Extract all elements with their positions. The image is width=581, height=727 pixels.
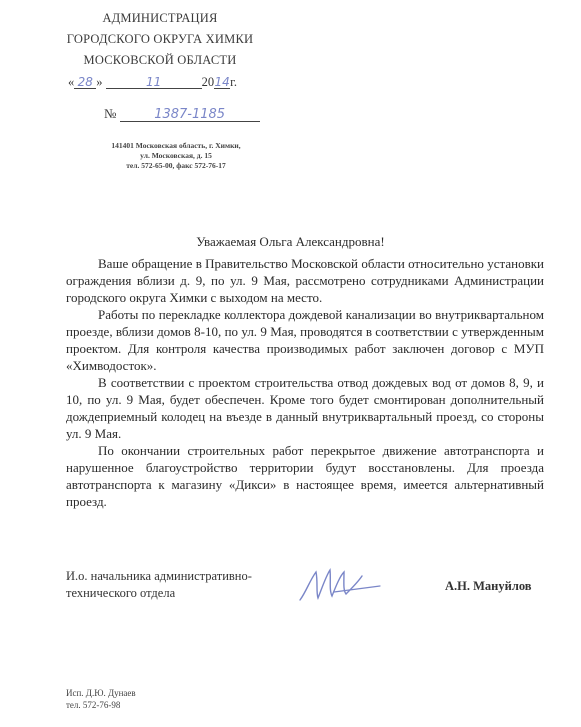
paragraph: Ваше обращение в Правительство Московской области относительно установки ограждения вблизи д. 9, по ул. 9 Мая, рассмотрено сотрудниками Администрации городского округа Химки с выходом на место. <box>66 256 544 305</box>
address-line-2: ул. Московская, д. 15 <box>140 151 212 160</box>
date-close-quote: » <box>96 75 103 89</box>
paragraph: В соответствии с проектом строительства отвод дождевых вод от домов 8, 9, и 10, по ул. 9 Мая, будет обеспечен. Кроме того будет смонтирован дополнительный дождеприемный колодец на въезде в данный внутриквартальный проезд, со стороны ул. 9 Мая. <box>66 375 544 441</box>
date-line <box>68 75 237 90</box>
letterhead-line-2: ГОРОДСКОГО ОКРУГА ХИМКИ <box>66 32 254 46</box>
executor-phone: тел. 572-76-98 <box>66 700 121 710</box>
letter-body <box>66 255 544 510</box>
date-month: 11 <box>106 76 202 89</box>
executor-name: Исп. Д.Ю. Дунаев <box>66 688 136 698</box>
address-line-3: тел. 572-65-00, факс 572-76-17 <box>126 161 226 170</box>
letterhead-line-1: АДМИНИСТРАЦИЯ <box>102 11 218 25</box>
sender-address <box>90 141 262 171</box>
signatory-name: А.Н. Мануйлов <box>445 579 532 593</box>
document-number-line <box>104 106 260 122</box>
paragraph: Работы по перекладке коллектора дождевой канализации во внутриквартальном проезде, вблизи домов 8-10, по ул. 9 Мая, проводятся в соответствии с утвержденным проектом. Для контроля качества производимых работ заключен договор с МУП «Химводосток». <box>66 307 544 373</box>
address-line-1: 141401 Московская область, г. Химки, <box>111 141 241 150</box>
signatory-title <box>66 568 252 602</box>
letterhead-line-3: МОСКОВСКОЙ ОБЛАСТИ <box>83 53 237 67</box>
executor-info <box>66 687 136 711</box>
date-day: 28 <box>74 76 96 89</box>
signatory-title-line-1: И.о. начальника административно- <box>66 569 252 583</box>
paragraph: По окончании строительных работ перекрытое движение автотранспорта и нарушенное благоустройство территории будут восстановлены. Для проезда автотранспорта к магазину «Дикси» в настоящее время, имеется альтернативный проезд. <box>66 443 544 509</box>
date-year-mark: г. <box>230 75 237 89</box>
handwritten-signature <box>296 562 386 606</box>
signatory-title-line-2: технического отдела <box>66 586 176 600</box>
date-open-quote: « <box>68 75 75 89</box>
date-year-prefix: 20 <box>201 75 215 89</box>
number-label: № <box>104 106 117 121</box>
document-number: 1387-1185 <box>120 109 260 122</box>
letterhead <box>40 8 280 71</box>
salutation: Уважаемая Ольга Александровна! <box>196 234 385 249</box>
date-year-suffix: 14 <box>214 75 230 89</box>
